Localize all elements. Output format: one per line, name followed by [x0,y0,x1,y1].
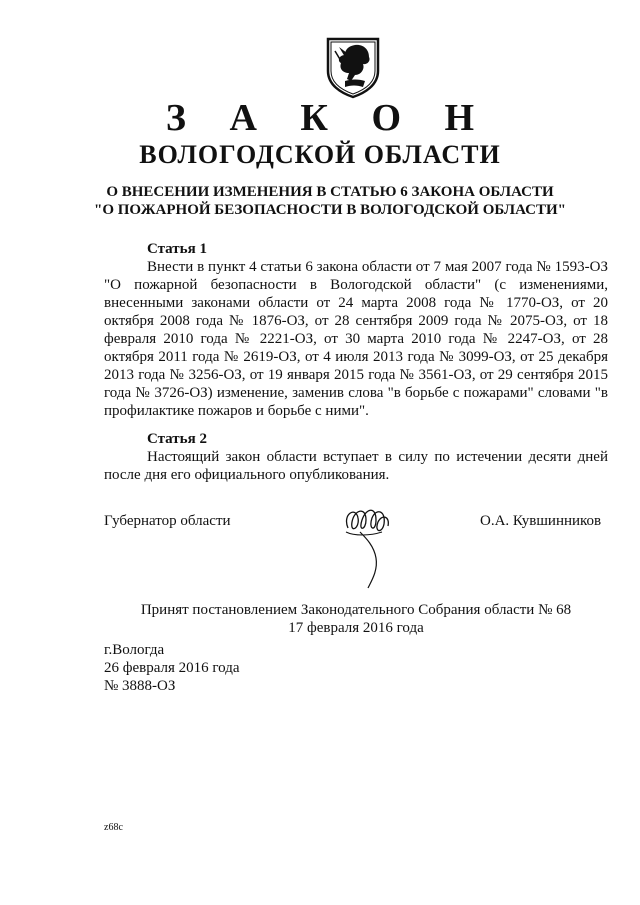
city: г.Вологда [104,642,165,658]
region-subtitle: ВОЛОГОДСКОЙ ОБЛАСТИ [139,140,501,169]
document-heading-line-1: О ВНЕСЕНИИ ИЗМЕНЕНИЯ В СТАТЬЮ 6 ЗАКОНА ОБЛАСТИ [106,184,554,200]
law-number: № 3888-ОЗ [104,678,176,694]
law-title: З А К О Н [165,97,492,139]
governor-position: Губернатор области [104,513,231,529]
signing-date: 26 февраля 2016 года [104,660,240,676]
adoption-line-1: Принят постановлением Законодательного Собрания области № 68 [140,602,572,618]
adoption-line-2: 17 февраля 2016 года [288,620,424,636]
article-2-text: Настоящий закон области вступает в силу по истечении десяти дней после дня его официального опубликования. [104,449,608,483]
document-heading-line-2: "О ПОЖАРНОЙ БЕЗОПАСНОСТИ В ВОЛОГОДСКОЙ ОБЛАСТИ" [94,202,566,218]
document-code: z68c [104,822,123,833]
document-heading [60,183,600,219]
article-2-title: Статья 2 [147,431,207,447]
governor-signature [330,498,410,598]
governor-name: О.А. Кувшинников [480,513,602,529]
article-1-title: Статья 1 [147,241,207,257]
article-1-text: Внести в пункт 4 статьи 6 закона области от 7 мая 2007 года № 1593-ОЗ "О пожарной безопасности в Вологодской области" (с изменениями, внесенными законами области от 24 марта 2008 года № 1770-ОЗ, от 20 октября 2008 года № 1876-ОЗ, от 28 сентября 2009 года № 2075-ОЗ, от 18 февраля 2010 года № 2221-ОЗ, от 30 марта 2010 года № 2247-ОЗ, от 28 октября 2011 года № 2619-ОЗ, от 4 июля 2013 года № 3099-ОЗ, от 25 декабря 2013 года № 3256-ОЗ, от 19 января 2015 года № 3561-ОЗ, от 29 сентября 2015 года № 3726-ОЗ) изменение, заменив слова "в борьбе с пожарами" словами "в профилактике пожаров и борьбе с ними". [104,259,608,419]
adoption-note [104,601,608,637]
vologda-coat-of-arms-icon [325,35,381,99]
